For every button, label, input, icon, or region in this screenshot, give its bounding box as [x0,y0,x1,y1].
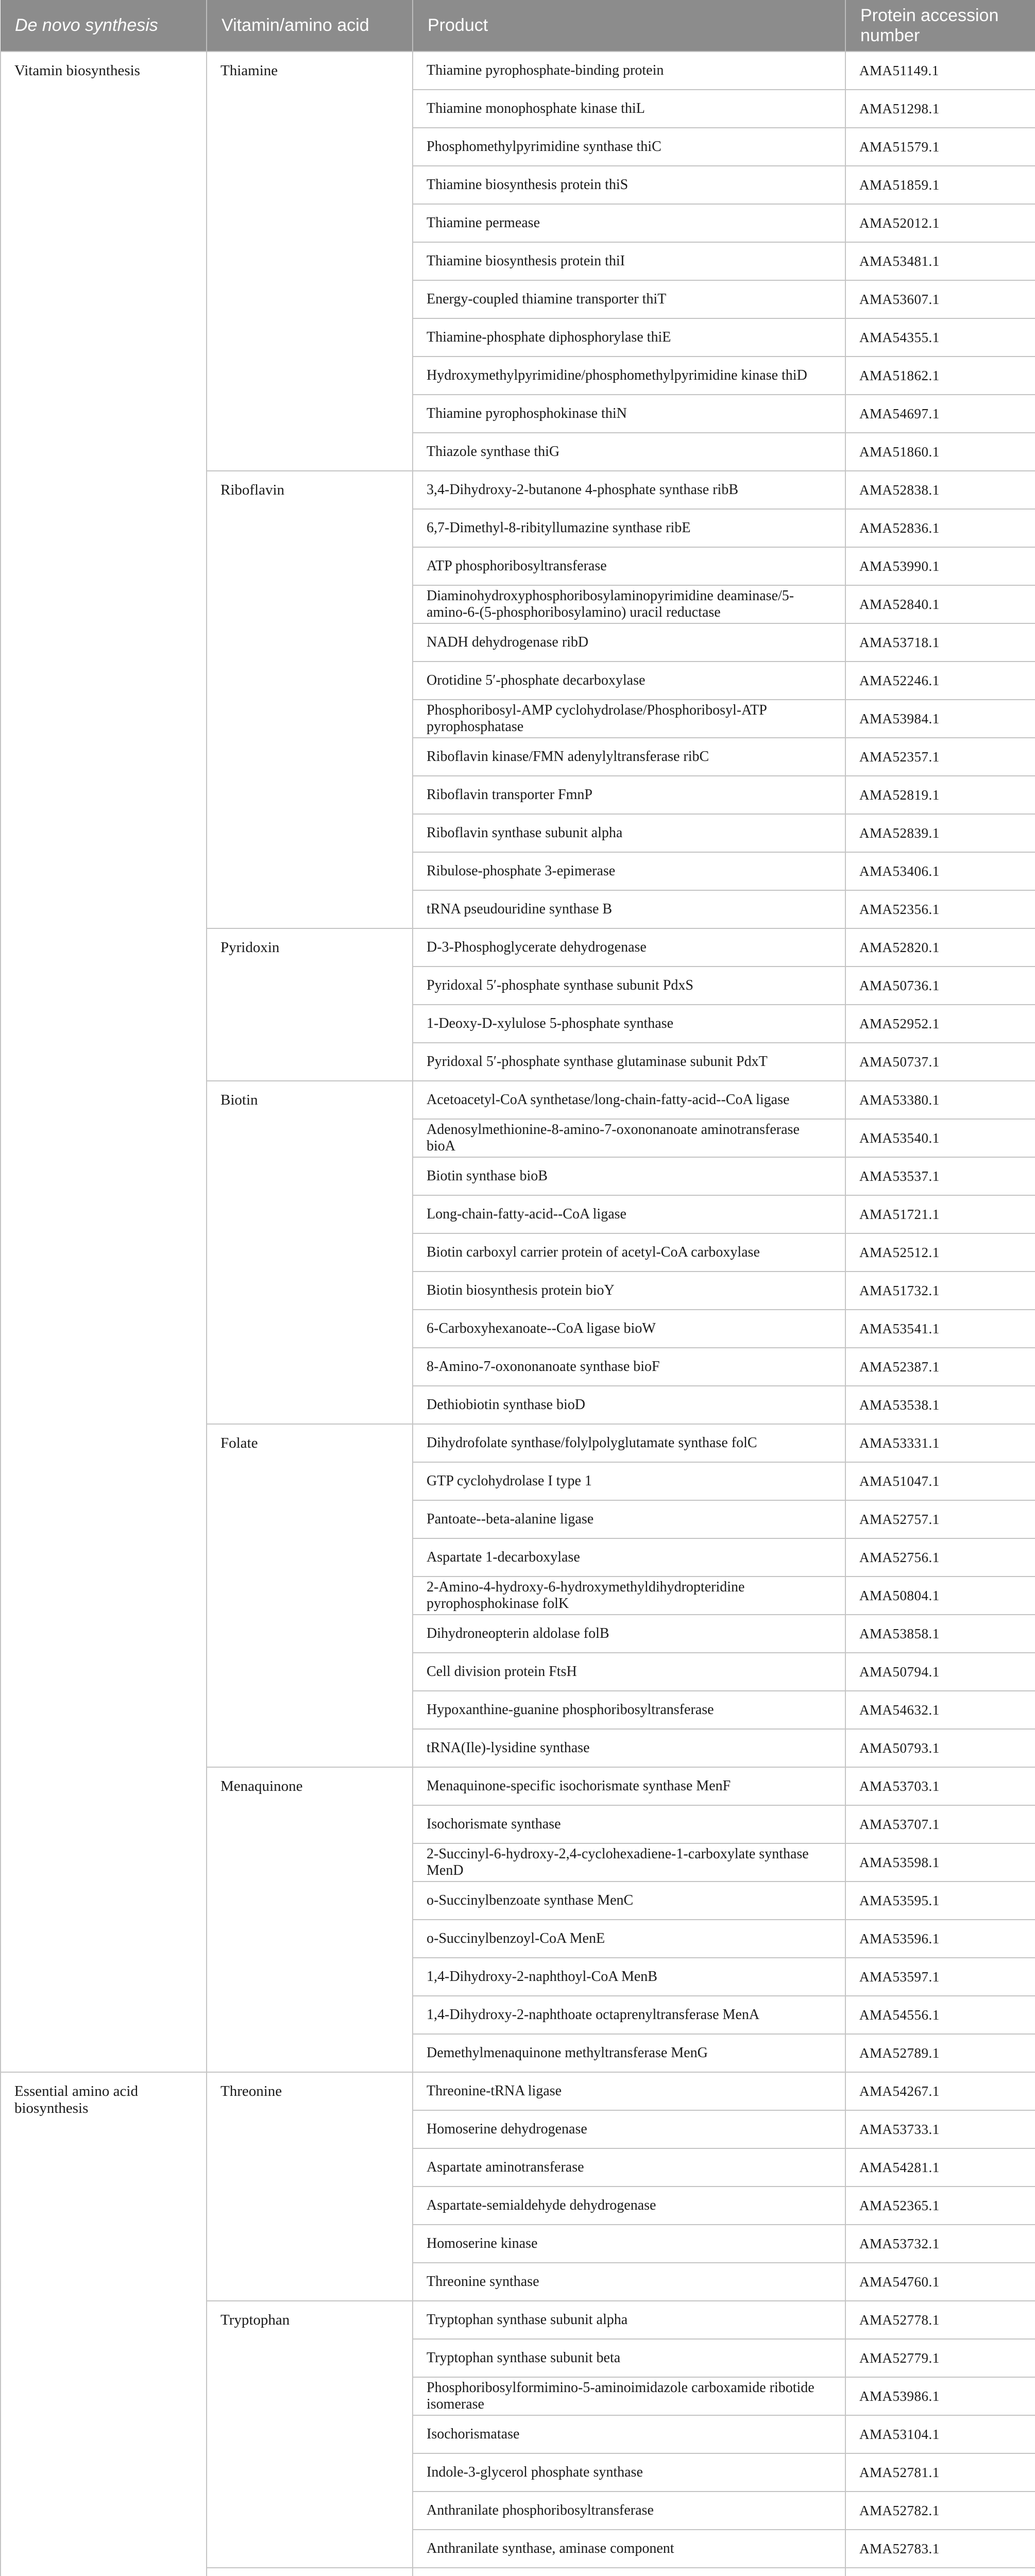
product-cell: Hydroxymethylpyrimidine/phosphomethylpyrimidine kinase thiD [413,357,845,395]
vitamin-amino-acid-cell [207,2568,413,2576]
product-cell: Menaquinone-specific isochorismate synthase MenF [413,1767,845,1805]
accession-cell: AMA53607.1 [845,280,1035,318]
product-cell: tRNA pseudouridine synthase B [413,890,845,928]
accession-cell: AMA53481.1 [845,242,1035,280]
product-cell: Phosphoribosylformimino-5-aminoimidazole carboxamide ribotide isomerase [413,2377,845,2415]
product-cell: Cell division protein FtsH [413,1653,845,1691]
product-cell: Isochorismatase [413,2415,845,2453]
accession-cell: AMA52356.1 [845,890,1035,928]
product-cell: Long-chain-fatty-acid--CoA ligase [413,1195,845,1233]
accession-cell: AMA54556.1 [845,1996,1035,2034]
accession-cell: AMA52820.1 [845,928,1035,967]
product-cell: Pyridoxal 5′-phosphate synthase glutaminase subunit PdxT [413,1043,845,1081]
vitamin-amino-acid-cell: Thiamine [207,52,413,471]
product-cell: 1-Deoxy-D-xylulose 5-phosphate synthase [413,1005,845,1043]
accession-cell: AMA54760.1 [845,2263,1035,2301]
accession-cell: AMA51862.1 [845,357,1035,395]
accession-cell: AMA52782.1 [845,2492,1035,2530]
accession-cell: AMA53540.1 [845,1119,1035,1157]
accession-cell: AMA51579.1 [845,128,1035,166]
accession-cell: AMA54281.1 [845,2148,1035,2187]
product-cell: Isochorismate synthase [413,1805,845,1843]
accession-cell: AMA51149.1 [845,52,1035,90]
product-cell: Dethiobiotin synthase bioD [413,1386,845,1424]
header-vitamin-amino-acid: Vitamin/amino acid [207,0,413,52]
accession-cell: AMA52246.1 [845,662,1035,700]
product-cell: Homoserine dehydrogenase [413,2110,845,2148]
accession-cell: AMA52757.1 [845,1500,1035,1538]
accession-cell: AMA52778.1 [845,2301,1035,2339]
accession-cell: AMA54697.1 [845,395,1035,433]
accession-cell: AMA52789.1 [845,2034,1035,2072]
accession-cell: AMA53990.1 [845,547,1035,585]
product-cell: Threonine synthase [413,2263,845,2301]
accession-cell: AMA50794.1 [845,1653,1035,1691]
accession-cell: AMA51859.1 [845,166,1035,204]
vitamin-amino-acid-cell: Threonine [207,2072,413,2301]
accession-cell: AMA53541.1 [845,1310,1035,1348]
product-cell: Biotin synthase bioB [413,1157,845,1195]
vitamin-amino-acid-cell: Menaquinone [207,1767,413,2072]
product-cell [413,2568,845,2576]
accession-cell: AMA52839.1 [845,814,1035,852]
product-cell: 1,4-Dihydroxy-2-naphthoyl-CoA MenB [413,1958,845,1996]
product-cell: Thiazole synthase thiG [413,433,845,471]
accession-cell: AMA53984.1 [845,700,1035,738]
accession-cell: AMA52357.1 [845,738,1035,776]
product-cell: Aspartate-semialdehyde dehydrogenase [413,2187,845,2225]
accession-cell: AMA50804.1 [845,1577,1035,1615]
header-accession: Protein accession number [845,0,1035,52]
product-cell: 3,4-Dihydroxy-2-butanone 4-phosphate synthase ribB [413,471,845,509]
product-cell: 8-Amino-7-oxononanoate synthase bioF [413,1348,845,1386]
product-cell: Orotidine 5′-phosphate decarboxylase [413,662,845,700]
product-cell: o-Succinylbenzoyl-CoA MenE [413,1920,845,1958]
product-cell: Biotin biosynthesis protein bioY [413,1272,845,1310]
accession-cell: AMA50737.1 [845,1043,1035,1081]
accession-cell: AMA52012.1 [845,204,1035,242]
accession-cell: AMA53718.1 [845,623,1035,662]
accession-cell: AMA54632.1 [845,1691,1035,1729]
product-cell: Thiamine pyrophosphate-binding protein [413,52,845,90]
product-cell: NADH dehydrogenase ribD [413,623,845,662]
accession-cell: AMA51721.1 [845,1195,1035,1233]
product-cell: Riboflavin kinase/FMN adenylyltransferase ribC [413,738,845,776]
accession-cell: AMA52838.1 [845,471,1035,509]
accession-cell: AMA53331.1 [845,1424,1035,1462]
accession-cell: AMA52836.1 [845,509,1035,547]
product-cell: GTP cyclohydrolase I type 1 [413,1462,845,1500]
vitamin-amino-acid-cell: Biotin [207,1081,413,1424]
product-cell: Tryptophan synthase subunit beta [413,2339,845,2377]
product-cell: Energy-coupled thiamine transporter thiT [413,280,845,318]
vitamin-amino-acid-cell: Pyridoxin [207,928,413,1081]
table-header-row [1,0,1035,52]
accession-cell: AMA51860.1 [845,433,1035,471]
product-cell: tRNA(Ile)-lysidine synthase [413,1729,845,1767]
product-cell: Thiamine permease [413,204,845,242]
category-cell: Vitamin biosynthesis [1,52,207,2072]
accession-cell: AMA50736.1 [845,967,1035,1005]
accession-cell: AMA52756.1 [845,1538,1035,1577]
accession-cell: AMA53707.1 [845,1805,1035,1843]
accession-cell: AMA52781.1 [845,2453,1035,2492]
accession-cell: AMA51732.1 [845,1272,1035,1310]
product-cell: Phosphomethylpyrimidine synthase thiC [413,128,845,166]
vitamin-amino-acid-cell: Folate [207,1424,413,1767]
product-cell: 1,4-Dihydroxy-2-naphthoate octaprenyltransferase MenA [413,1996,845,2034]
product-cell: Pantoate--beta-alanine ligase [413,1500,845,1538]
product-cell: ATP phosphoribosyltransferase [413,547,845,585]
accession-cell: AMA53596.1 [845,1920,1035,1958]
product-cell: Threonine-tRNA ligase [413,2072,845,2110]
product-cell: Ribulose-phosphate 3-epimerase [413,852,845,890]
accession-cell: AMA53732.1 [845,2225,1035,2263]
accession-cell [845,2568,1035,2576]
accession-cell: AMA52779.1 [845,2339,1035,2377]
product-cell: Homoserine kinase [413,2225,845,2263]
accession-cell: AMA53595.1 [845,1882,1035,1920]
product-cell: Thiamine biosynthesis protein thiS [413,166,845,204]
product-cell: Biotin carboxyl carrier protein of acetyl-CoA carboxylase [413,1233,845,1272]
accession-cell: AMA50793.1 [845,1729,1035,1767]
product-cell: Adenosylmethionine-8-amino-7-oxononanoate aminotransferase bioA [413,1119,845,1157]
accession-cell: AMA54267.1 [845,2072,1035,2110]
accession-cell: AMA53380.1 [845,1081,1035,1119]
product-cell: Phosphoribosyl-AMP cyclohydrolase/Phosphoribosyl-ATP pyrophosphatase [413,700,845,738]
accession-cell: AMA52819.1 [845,776,1035,814]
accession-cell: AMA52783.1 [845,2530,1035,2568]
accession-cell: AMA52952.1 [845,1005,1035,1043]
accession-cell: AMA53597.1 [845,1958,1035,1996]
accession-cell: AMA53104.1 [845,2415,1035,2453]
accession-cell: AMA53986.1 [845,2377,1035,2415]
product-cell: D-3-Phosphoglycerate dehydrogenase [413,928,845,967]
product-cell: o-Succinylbenzoate synthase MenC [413,1882,845,1920]
product-cell: Riboflavin transporter FmnP [413,776,845,814]
product-cell: Thiamine pyrophosphokinase thiN [413,395,845,433]
product-cell: Anthranilate synthase, aminase component [413,2530,845,2568]
accession-cell: AMA53406.1 [845,852,1035,890]
accession-cell: AMA51047.1 [845,1462,1035,1500]
product-cell: Pyridoxal 5′-phosphate synthase subunit PdxS [413,967,845,1005]
product-cell: Indole-3-glycerol phosphate synthase [413,2453,845,2492]
product-cell: Demethylmenaquinone methyltransferase MenG [413,2034,845,2072]
product-cell: Aspartate aminotransferase [413,2148,845,2187]
product-cell: Thiamine monophosphate kinase thiL [413,90,845,128]
product-cell: Tryptophan synthase subunit alpha [413,2301,845,2339]
product-cell: 2-Amino-4-hydroxy-6-hydroxymethyldihydropteridine pyrophosphokinase folK [413,1577,845,1615]
accession-cell: AMA52512.1 [845,1233,1035,1272]
table-row [1,52,1035,90]
product-cell: Dihydroneopterin aldolase folB [413,1615,845,1653]
vitamin-amino-acid-cell: Riboflavin [207,471,413,928]
accession-cell: AMA51298.1 [845,90,1035,128]
accession-cell: AMA52365.1 [845,2187,1035,2225]
product-cell: Acetoacetyl-CoA synthetase/long-chain-fatty-acid--CoA ligase [413,1081,845,1119]
accession-cell: AMA53537.1 [845,1157,1035,1195]
product-cell: 6-Carboxyhexanoate--CoA ligase bioW [413,1310,845,1348]
header-denovo: De novo synthesis [1,0,207,52]
accession-cell: AMA53858.1 [845,1615,1035,1653]
vitamin-amino-acid-cell: Tryptophan [207,2301,413,2568]
table-body [1,52,1035,2576]
product-cell: Aspartate 1-decarboxylase [413,1538,845,1577]
accession-cell: AMA53733.1 [845,2110,1035,2148]
accession-cell: AMA53598.1 [845,1843,1035,1882]
accession-cell: AMA53703.1 [845,1767,1035,1805]
product-cell: Riboflavin synthase subunit alpha [413,814,845,852]
accession-cell: AMA52387.1 [845,1348,1035,1386]
product-cell: Diaminohydroxyphosphoribosylaminopyrimidine deaminase/5-amino-6-(5-phosphoribosylamino) uracil reductase [413,585,845,623]
product-cell: 2-Succinyl-6-hydroxy-2,4-cyclohexadiene-1-carboxylate synthase MenD [413,1843,845,1882]
product-cell: Anthranilate phosphoribosyltransferase [413,2492,845,2530]
table-row [1,2072,1035,2110]
accession-cell: AMA54355.1 [845,318,1035,357]
product-cell: 6,7-Dimethyl-8-ribityllumazine synthase ribE [413,509,845,547]
product-cell: Thiamine biosynthesis protein thiI [413,242,845,280]
header-product: Product [413,0,845,52]
category-cell: Essential amino acid biosynthesis [1,2072,207,2576]
accession-cell: AMA53538.1 [845,1386,1035,1424]
product-cell: Dihydrofolate synthase/folylpolyglutamate synthase folC [413,1424,845,1462]
product-cell: Thiamine-phosphate diphosphorylase thiE [413,318,845,357]
product-cell: Hypoxanthine-guanine phosphoribosyltransferase [413,1691,845,1729]
accession-cell: AMA52840.1 [845,585,1035,623]
